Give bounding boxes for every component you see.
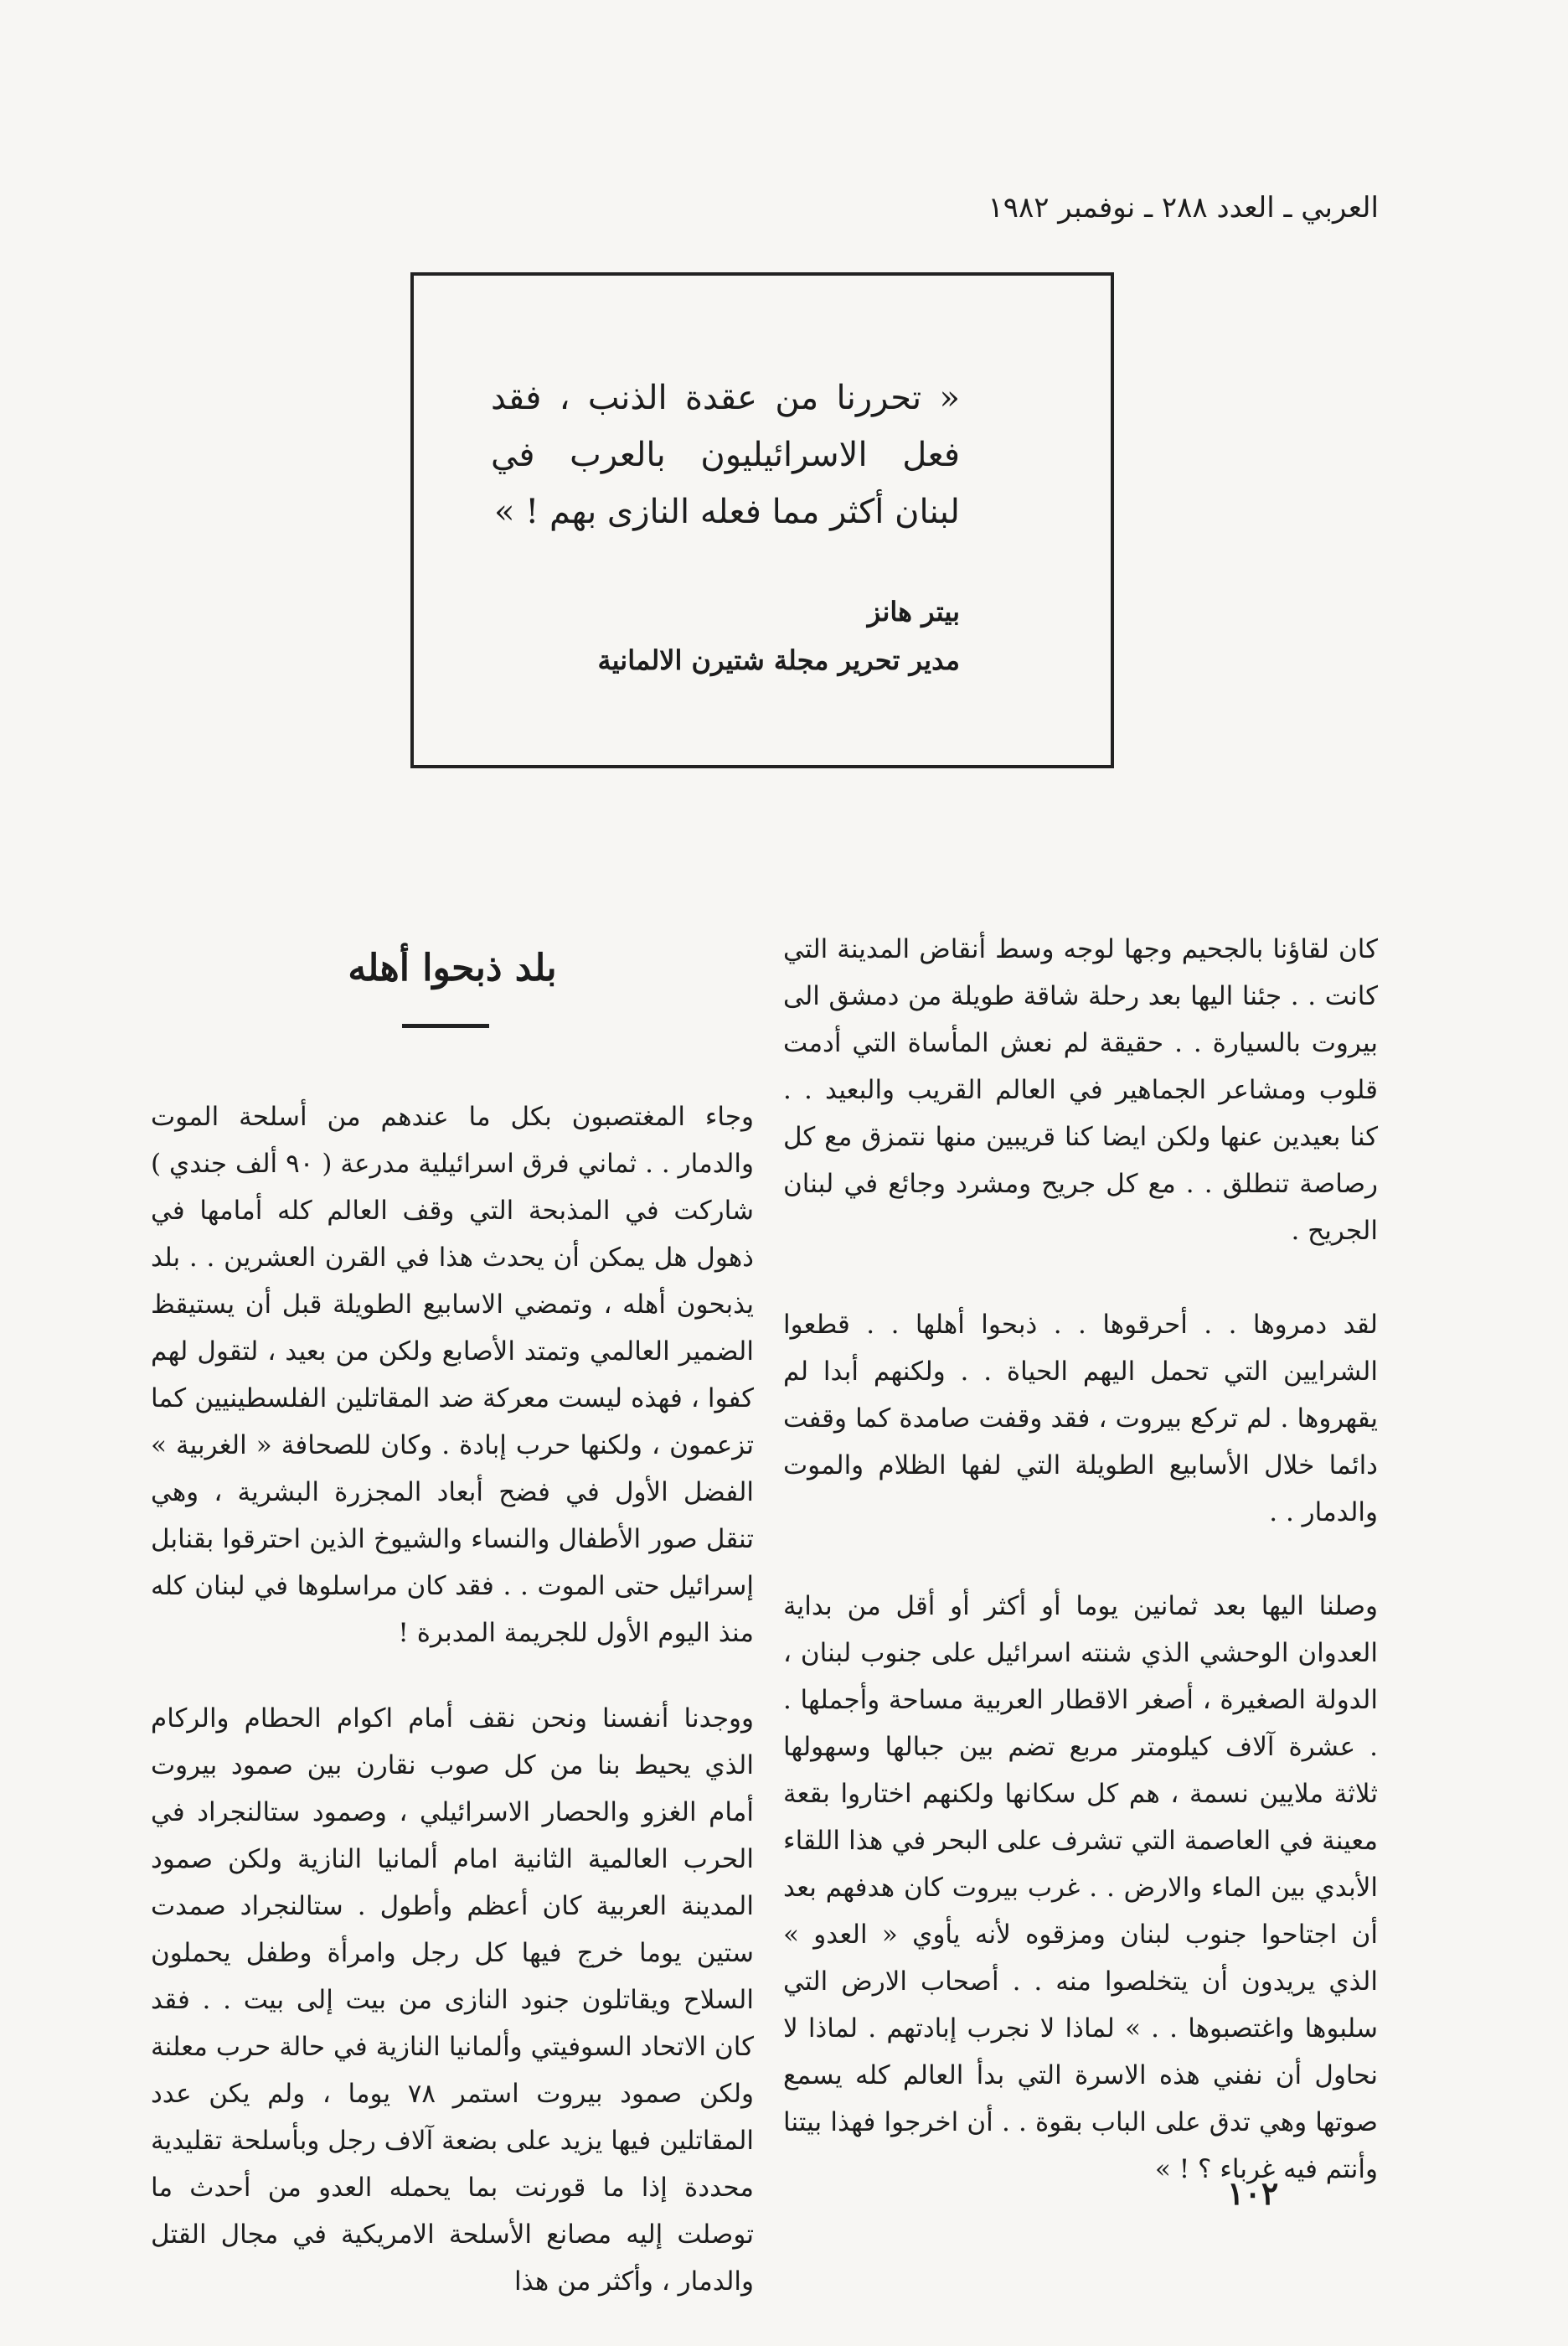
right-column <box>783 926 1378 2193</box>
running-header: العربي ـ العدد ٢٨٨ ـ نوفمبر ١٩٨٢ <box>988 191 1379 225</box>
left-column <box>151 1093 754 2305</box>
paragraph: لقد دمروها . . أحرقوها . . ذبحوا أهلها . . قطعوا الشرايين التي تحمل اليهم الحياة . . ولكنهم أبدا لم يقهروها . لم تركع بيروت ، فقد وقفت صامدة كما وقفت دائما خلال الأسابيع الطويلة التي لفها الظلام والموت والدمار . . <box>783 1310 1378 1527</box>
page-number: ١٠٢ <box>1227 2174 1279 2212</box>
paragraph: كان لقاؤنا بالجحيم وجها لوجه وسط أنقاض المدينة التي كانت . . جئنا اليها بعد رحلة شاقة طويلة من دمشق الى بيروت بالسيارة . . حقيقة لم نعش المأساة التي أدمت قلوب ومشاعر الجماهير في العالم القريب والبعيد . . كنا بعيدين عنها ولكن ايضا كنا قريبين منها نتمزق مع كل رصاصة تنطلق . . مع كل جريح ومشرد وجائع في لبنان الجريح . <box>783 934 1378 1246</box>
pull-quote-text: « تحررنا من عقدة الذنب ، فقد فعل الاسرائيليون بالعرب في لبنان أكثر مما فعله النازى بهم ! » <box>491 379 960 531</box>
section-heading: بلد ذبحوا أهله <box>348 947 557 990</box>
heading-underline <box>402 1024 489 1028</box>
paragraph: وصلنا اليها بعد ثمانين يوما أو أكثر أو أقل من بداية العدوان الوحشي الذي شنته اسرائيل على جنوب لبنان ، الدولة الصغيرة ، أصغر الاقطار العربية مساحة وأجملها . . عشرة آلاف كيلومتر مربع تضم بين جبالها وسهولها ثلاثة ملايين نسمة ، هم كل سكانها ولكنهم اختاروا بقعة معينة في العاصمة التي تشرف على البحر في هذا اللقاء الأبدي بين الماء والارض . . غرب بيروت كان هدفهم بعد أن اجتاحوا جنوب لبنان ومزقوه لأنه يأوي « العدو » الذي يريدون أن يتخلصوا منه . . أصحاب الارض التي سلبوها واغتصبوها . . » لماذا لا نجرب إبادتهم . لماذا لا نحاول أن نفني هذه الاسرة التي بدأ العالم كله يسمع صوتها وهي تدق على الباب بقوة . . أن اخرجوا فهذا بيتنا وأنتم فيه غرباء ؟ ! » <box>783 1591 1378 2184</box>
pull-quote-box <box>410 272 1114 768</box>
paragraph: وجاء المغتصبون بكل ما عندهم من أسلحة الموت والدمار . . ثماني فرق اسرائيلية مدرعة ( ٩٠ ألف جندي ) شاركت في المذبحة التي وقف العالم كله أمامها في ذهول هل يمكن أن يحدث هذا في القرن العشرين . . بلد يذبحون أهله ، وتمضي الاسابيع الطويلة قبل أن يستيقظ الضمير العالمي وتمتد الأصابع ولكن من بعيد ، لتقول لهم كفوا ، فهذه ليست معركة ضد المقاتلين الفلسطينيين كما تزعمون ، ولكنها حرب إبادة . وكان للصحافة « الغربية » الفضل الأول في فضح أبعاد المجزرة البشرية ، وهي تنقل صور الأطفال والنساء والشيوخ الذين احترقوا بقنابل إسرائيل حتى الموت . . فقد كان مراسلوها في لبنان كله منذ اليوم الأول للجريمة المدبرة ! <box>151 1102 755 1648</box>
paragraph: ووجدنا أنفسنا ونحن نقف أمام اكوام الحطام والركام الذي يحيط بنا من كل صوب نقارن بين صمود بيروت أمام الغزو والحصار الاسرائيلي ، وصمود ستالنجراد في الحرب العالمية الثانية امام ألمانيا النازية ولكن صمود المدينة العربية كان أعظم وأطول . ستالنجراد صمدت ستين يوما خرج فيها كل رجل وامرأة وطفل يحملون السلاح ويقاتلون جنود النازى من بيت إلى بيت . . فقد كان الاتحاد السوفيتي وألمانيا النازية في حالة حرب معلنة ولكن صمود بيروت استمر ٧٨ يوما ، ولم يكن عدد المقاتلين فيها يزيد على بضعة آلاف رجل وبأسلحة تقليدية محددة إذا ما قورنت بما يحمله العدو من أحدث ما توصلت إليه مصانع الأسلحة الامريكية في مجال القتل والدمار ، وأكثر من هذا <box>151 1703 754 2297</box>
quote-author: بيتر هانز <box>867 596 960 628</box>
quote-author-role: مدير تحرير مجلة شتيرن الالمانية <box>597 644 960 676</box>
